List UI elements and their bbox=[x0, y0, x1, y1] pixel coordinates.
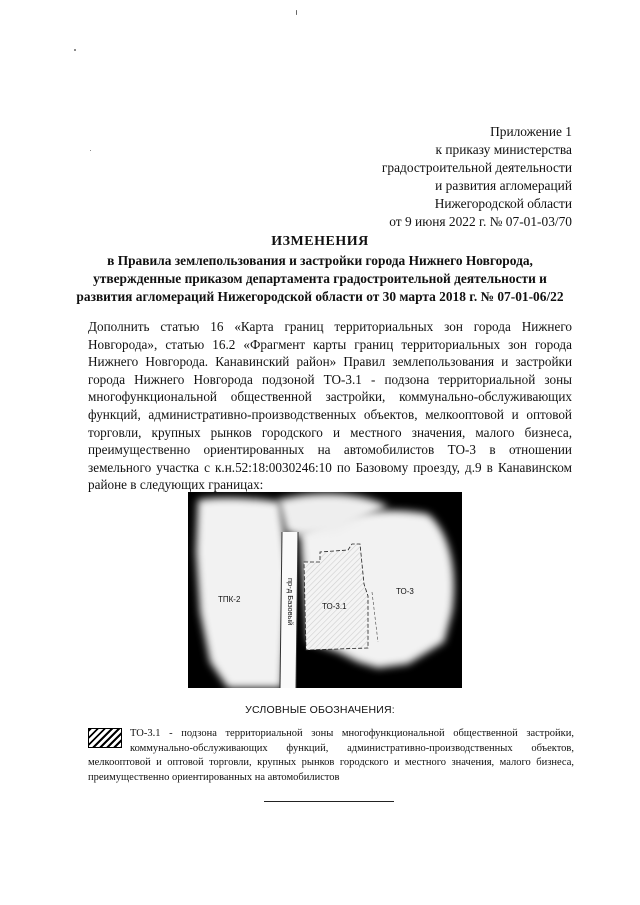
heading-line: утвержденные приказом департамента градостроительной деятельности и bbox=[93, 271, 547, 286]
hatch-swatch-icon bbox=[88, 728, 122, 748]
appendix-block bbox=[382, 123, 572, 231]
zone-map bbox=[188, 492, 462, 688]
heading-line: в Правила землепользования и застройки города Нижнего Новгорода, bbox=[107, 253, 533, 268]
legend-title: УСЛОВНЫЕ ОБОЗНАЧЕНИЯ: bbox=[245, 704, 395, 716]
appendix-line: к приказу министерства bbox=[435, 142, 572, 157]
scan-speck bbox=[90, 150, 91, 151]
appendix-line: Приложение 1 bbox=[490, 124, 572, 139]
map-label-street: пр-д Базовый bbox=[286, 578, 295, 626]
zone-map-graphic bbox=[188, 492, 462, 688]
document-heading bbox=[30, 233, 610, 306]
appendix-line: и развития агломераций bbox=[435, 178, 572, 193]
appendix-line: от 9 июня 2022 г. № 07-01-03/70 bbox=[389, 214, 572, 229]
map-label-to31: ТО-3.1 bbox=[322, 602, 347, 611]
document-title: ИЗМЕНЕНИЯ bbox=[271, 234, 369, 249]
heading-line: развития агломераций Нижегородской области от 30 марта 2018 г. № 07-01-06/22 bbox=[76, 289, 564, 304]
legend-text: ТО-3.1 - подзона территориальной зоны многофункциональной общественной застройки, коммунально-обслуживающих функций, административно-производственных объектов, мелкооптовой и оптовой торговли, крупных рынков городского и местного значения, малого бизнеса, преимущественно ориентированных на автомобилистов bbox=[88, 728, 574, 783]
appendix-line: градостроительной деятельности bbox=[381, 160, 572, 175]
map-label-to3: ТО-3 bbox=[396, 587, 414, 596]
appendix-line: Нижегородской области bbox=[434, 196, 572, 211]
body-paragraph: Дополнить статью 16 «Карта границ территориальных зон города Нижнего Новгорода», статью 16.2 «Фрагмент карты границ территориальных зон города Нижнего Новгорода. Канавинский район» Правил землепользования и застройки города Нижнего Новгорода подзоной ТО-3.1 - подзона территориальной зоны многофункциональной общественной застройки, коммунально-обслуживающих функций, административно-производственных объектов, мелкооптовой и оптовой торговли, крупных рынков городского и местного значения, малого бизнеса, преимущественно ориентированных на автомобилистов ТО-3 в отношении земельного участка с к.н.52:18:0030246:10 по Базовому проезду, д.9 в Канавинском районе в следующих границах: bbox=[88, 319, 572, 493]
legend bbox=[88, 727, 574, 785]
scan-speck bbox=[296, 10, 297, 15]
end-rule bbox=[264, 801, 394, 802]
scan-speck bbox=[74, 49, 76, 51]
zone-tpk2-area bbox=[196, 498, 288, 688]
map-label-tpk2: ТПК-2 bbox=[218, 595, 241, 604]
